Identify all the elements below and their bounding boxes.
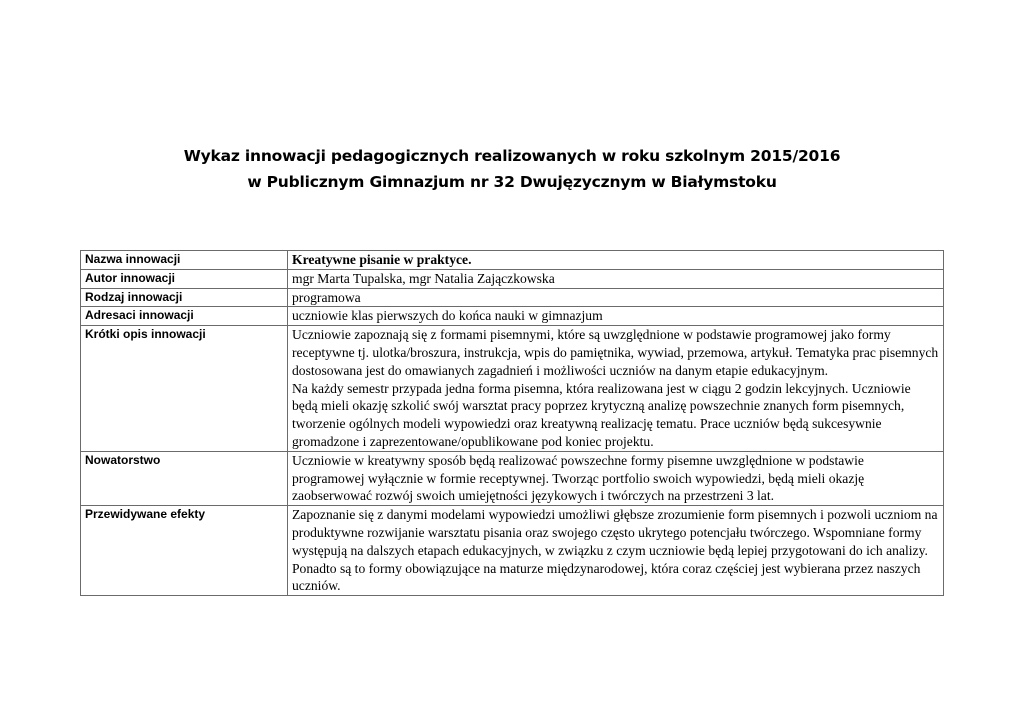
table-row: [81, 307, 944, 326]
row-value-description: [288, 326, 944, 452]
table-row: [81, 288, 944, 307]
row-label-audience: Adresaci innowacji: [81, 307, 288, 326]
row-value-audience: uczniowie klas pierwszych do końca nauki w gimnazjum: [288, 307, 944, 326]
row-value-type: programowa: [288, 288, 944, 307]
table-row: [81, 269, 944, 288]
description-paragraph-1: Uczniowie zapoznają się z formami pisemnymi, które są uwzględnione w podstawie programowej jako formy receptywne tj. ulotka/broszura, instrukcja, wpis do pamiętnika, wywiad, przemowa, artykuł. Tematyka prac pisemnych dostosowana jest do omawianych zagadnień i możliwości uczniów na danym etapie edukacyjnym.: [292, 327, 939, 378]
row-value-novelty: Uczniowie w kreatywny sposób będą realizować powszechne formy pisemne uwzględnione w podstawie programowej wyłącznie w formie receptywnej. Tworząc portfolio swoich wypowiedzi, będą mieli okazję zaobserwować rozwój swoich umiejętności językowych i twórczych na przestrzeni 3 lat.: [288, 451, 944, 505]
innovation-table: [80, 250, 944, 596]
row-label-description: Krótki opis innowacji: [81, 326, 288, 452]
table-row: [81, 251, 944, 270]
row-label-expected-effects: Przewidywane efekty: [81, 506, 288, 596]
row-label-novelty: Nowatorstwo: [81, 451, 288, 505]
table-row: [81, 451, 944, 505]
row-label-type: Rodzaj innowacji: [81, 288, 288, 307]
row-label-author: Autor innowacji: [81, 269, 288, 288]
table-row: [81, 506, 944, 596]
row-value-name: Kreatywne pisanie w praktyce.: [288, 251, 944, 270]
table-row: [81, 326, 944, 452]
row-value-author: mgr Marta Tupalska, mgr Natalia Zajączkowska: [288, 269, 944, 288]
document-title-line-1: Wykaz innowacji pedagogicznych realizowanych w roku szkolnym 2015/2016: [183, 147, 841, 165]
description-paragraph-2: Na każdy semestr przypada jedna forma pisemna, która realizowana jest w ciągu 2 godzin lekcyjnych. Uczniowie będą mieli okazję szkolić swój warsztat pracy poprzez krytyczną analizę powszechnie znanych form pisemnych, tworzenie ogólnych modeli wypowiedzi oraz kreatywną realizację tematu. Prace uczniów będą sukcesywnie gromadzone i zaprezentowane/opublikowane pod koniec projektu.: [292, 380, 911, 449]
row-label-name: Nazwa innowacji: [81, 251, 288, 270]
row-value-expected-effects: Zapoznanie się z danymi modelami wypowiedzi umożliwi głębsze zrozumienie form pisemnych i pozwoli uczniom na produktywne rozwijanie warsztatu pisania oraz swojego często ukrytego potencjału twórczego. Wspomniane formy występują na dalszych etapach edukacyjnych, w związku z czym uczniowie będą lepiej przygotowani do ich analizy. Ponadto są to formy obowiązujące na maturze międzynarodowej, która coraz częściej jest wybierana przez naszych uczniów.: [288, 506, 944, 596]
document-title-line-2: w Publicznym Gimnazjum nr 32 Dwujęzycznym w Białymstoku: [247, 173, 777, 191]
